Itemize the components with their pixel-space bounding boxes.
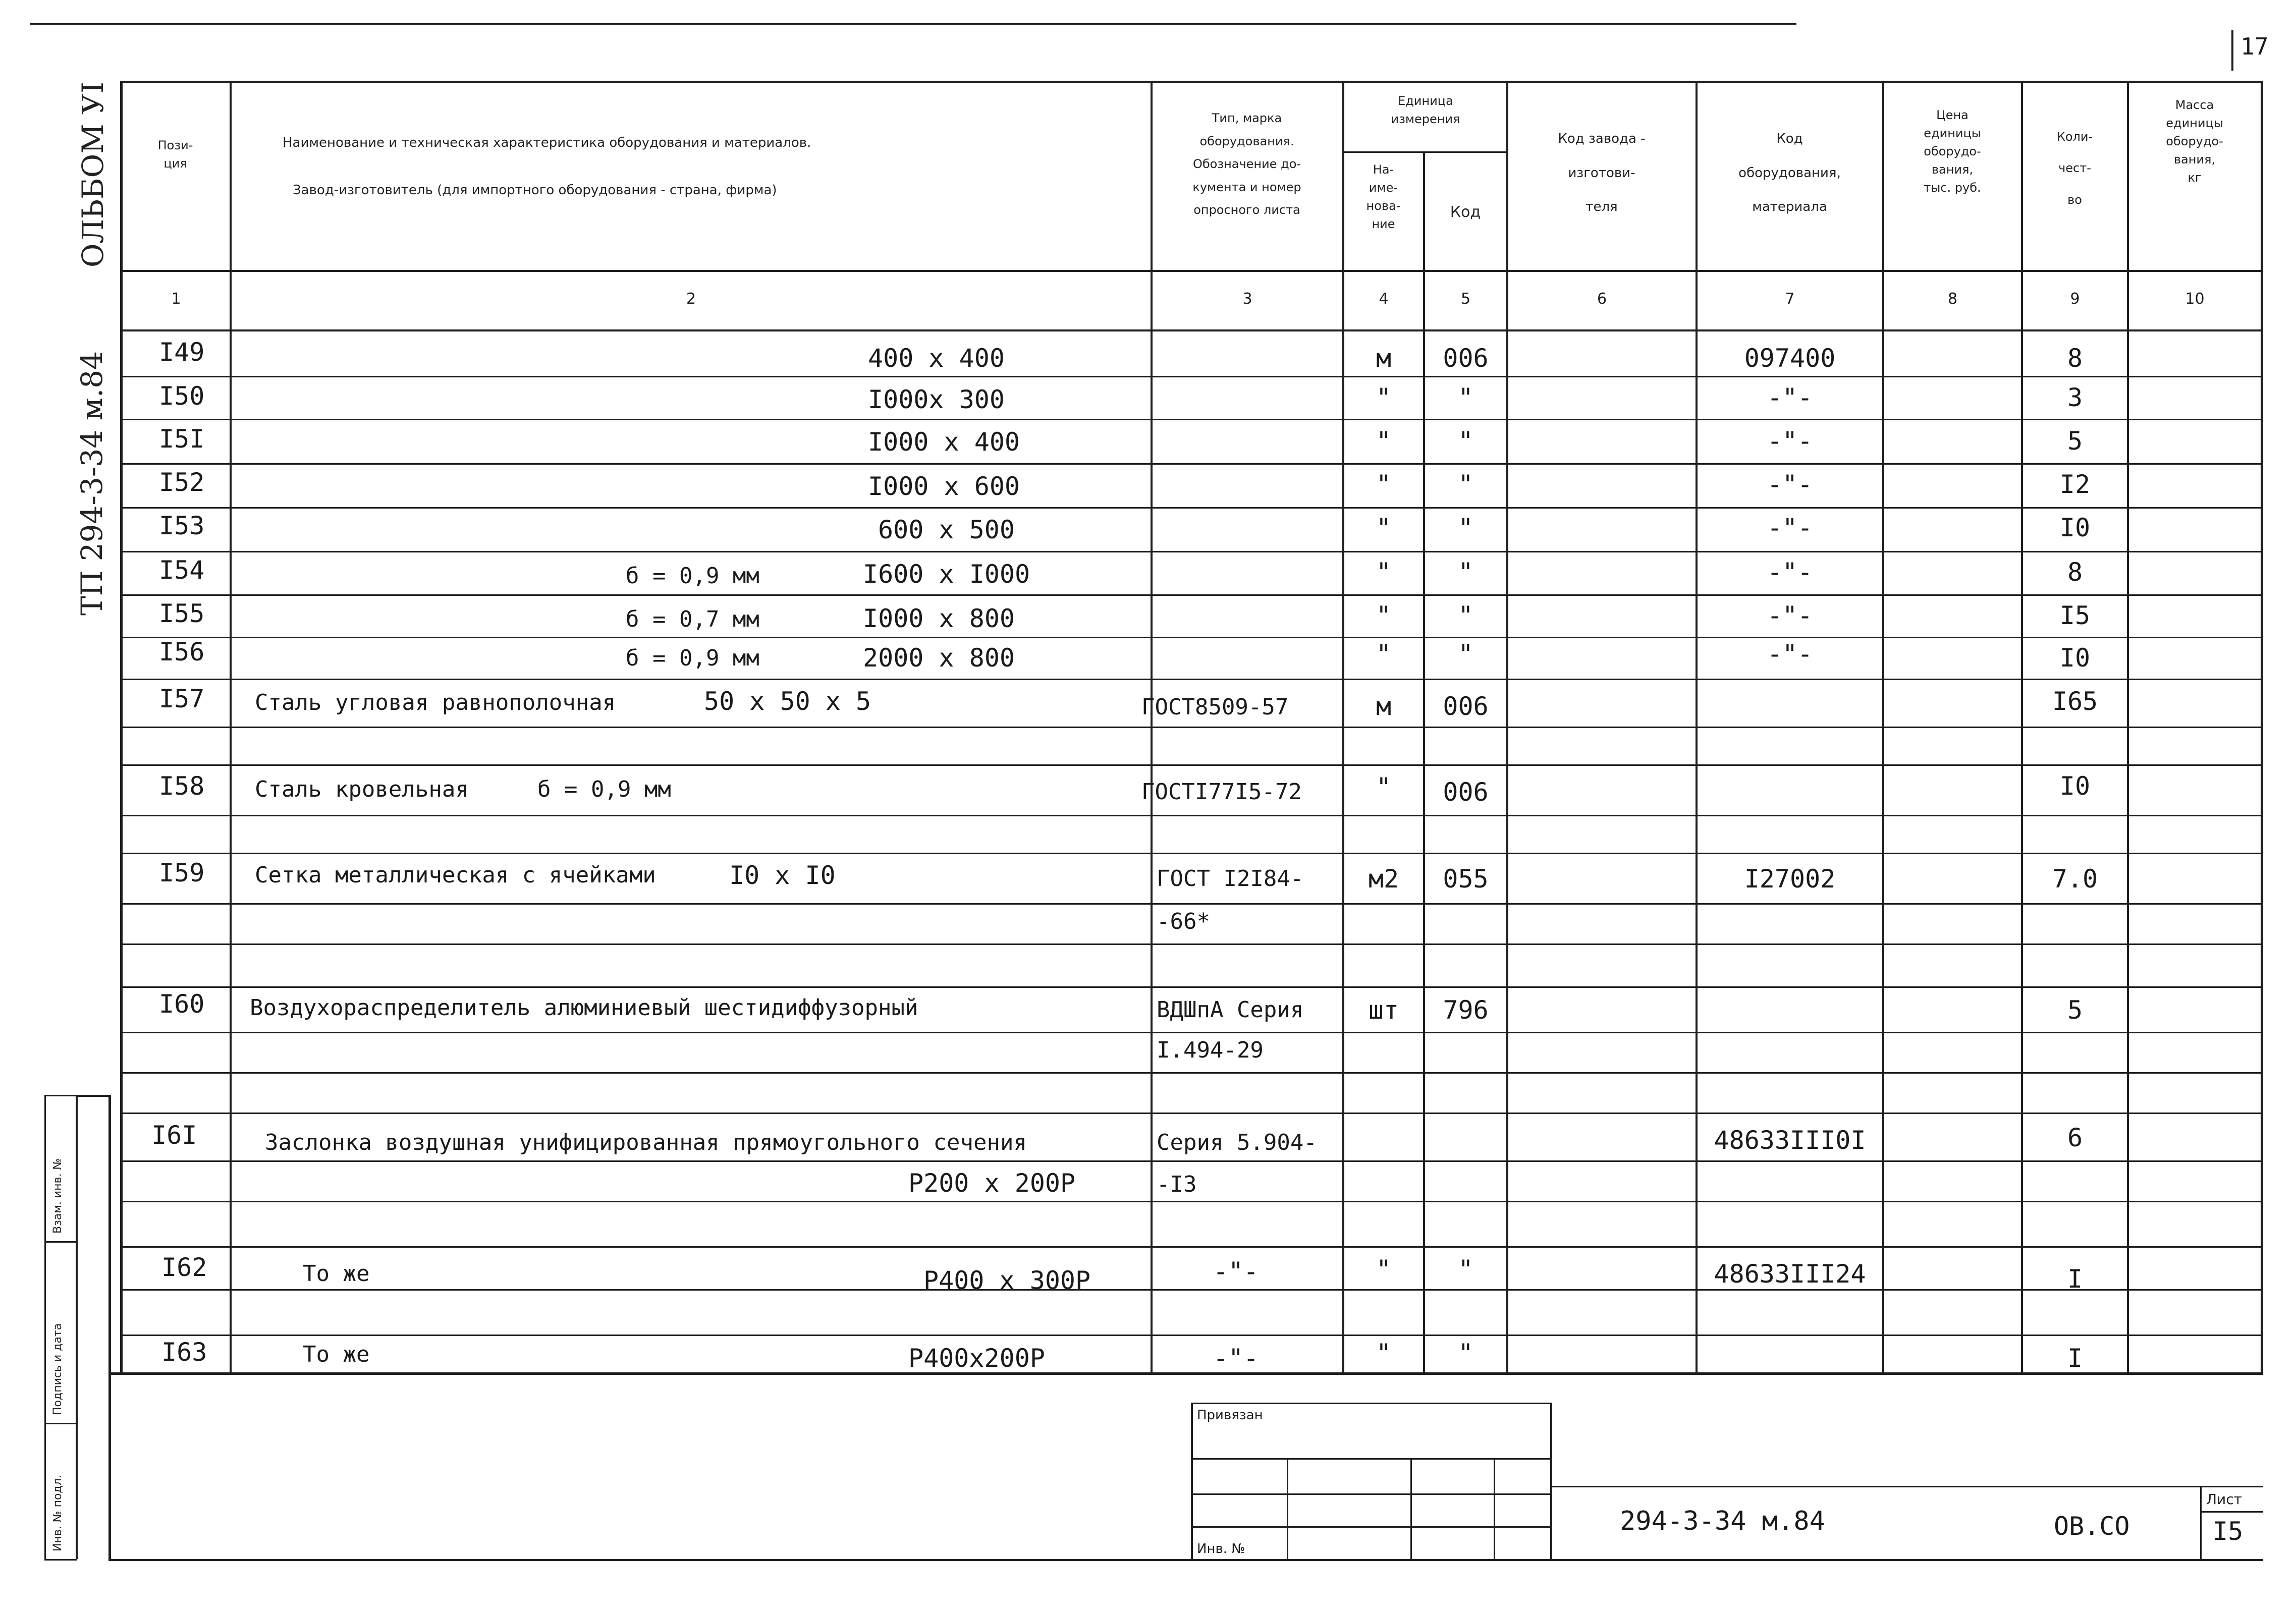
row-qty: I [2067,1344,2083,1373]
row-position: I6I [151,1121,197,1150]
row-equip-code: 48633III24 [1714,1259,1866,1289]
row-size: I000х 300 [868,385,1005,414]
project-label: ТП 294-3-34 м.84 [75,351,109,616]
row-qty: 6 [2067,1123,2083,1152]
row-unit: " [1376,470,1392,499]
row-thickness: б = 0,9 мм [626,563,759,589]
sheet-number: I5 [2213,1517,2244,1546]
row-qty: 3 [2067,383,2083,412]
row-position: I54 [159,555,205,585]
colnum-6: 6 [1597,290,1607,308]
row-code: " [1458,1255,1473,1284]
row-qty: I0 [2059,771,2091,801]
row-code: 006 [1443,344,1489,373]
row-dims: I0 х I0 [729,861,836,890]
row-unit: " [1376,426,1392,456]
row-code: " [1458,601,1473,630]
row-dims: Р400 х 300Р [923,1266,1091,1295]
row-code: " [1458,558,1473,587]
row-size: I000 х 400 [868,427,1020,457]
colnum-5: 5 [1460,290,1471,308]
row-equip-code: -"- [1767,470,1813,499]
colnum-9: 9 [2070,290,2080,308]
row-code: " [1458,426,1473,456]
row-position: I53 [159,511,205,540]
row-code: " [1458,1339,1473,1368]
row-dims: Р400х200Р [908,1344,1045,1373]
row-qty: 8 [2067,558,2083,587]
row-doc-line1: ВДШпА Серия [1157,997,1304,1023]
row-size: I000 х 600 [868,472,1020,501]
row-position: I49 [159,338,205,367]
row-name: Сталь угловая равнополочная [255,690,616,715]
row-name: То же [303,1261,370,1287]
row-code: " [1458,639,1473,669]
row-position: I5I [159,424,205,454]
row-code: 796 [1443,995,1489,1025]
row-code: " [1458,383,1473,412]
row-unit: " [1376,558,1392,587]
row-position: I57 [159,684,205,713]
row-thickness: б = 0,7 мм [626,606,759,632]
colnum-7: 7 [1785,290,1795,308]
row-unit: " [1376,1339,1392,1368]
row-qty: I5 [2059,601,2091,630]
stamp-privyazan: Привязан [1197,1408,1263,1423]
header-price: Цена единицы оборудо- вания, тыс. руб. [1924,108,1981,195]
album-label: ОЛЬБОМ УI [76,82,110,267]
row-qty: 8 [2067,344,2083,373]
row-position: I63 [161,1338,207,1367]
row-code: 006 [1443,692,1489,721]
row-doc-line2: I.494-29 [1157,1037,1264,1063]
stamp-vzam-inv: Взам. инв. № [51,1158,64,1234]
row-name: Сетка металлическая с ячейками [255,862,656,888]
row-doc-line1: ГОСТ I2I84- [1157,866,1304,892]
row-equip-code: -"- [1767,426,1813,456]
colnum-4: 4 [1379,290,1389,308]
row-thickness: б = 0,9 мм [626,645,759,671]
row-position: I60 [159,989,205,1019]
row-qty: I0 [2059,643,2091,673]
row-unit: " [1376,639,1392,669]
row-doc-line2: -I3 [1157,1172,1197,1197]
row-equip-code: I27002 [1744,864,1836,894]
row-qty: I2 [2059,470,2091,499]
row-position: I58 [159,771,205,801]
row-qty: I [2067,1264,2083,1294]
header-quantity: Коли- чест- во [2056,130,2093,207]
page-number: 17 [2240,33,2269,60]
colnum-2: 2 [686,290,696,308]
header-factory-code: Код завода - изготови- теля [1558,131,1646,215]
row-size: 400 х 400 [868,344,1005,373]
row-equip-code: -"- [1767,383,1813,412]
colnum-10: 10 [2185,290,2205,308]
row-dims: 50 х 50 х 5 [704,687,871,716]
row-unit: м2 [1368,864,1399,894]
sheet-label: Лист [2206,1491,2242,1508]
row-equip-code: 48633III0I [1714,1126,1866,1155]
header-equipment-code: Код оборудования, материала [1738,131,1841,215]
document-number: 294-3-34 м.84 [1620,1506,1825,1536]
row-position: I55 [159,599,205,628]
row-position: I62 [161,1253,207,1282]
row-code: " [1458,513,1473,542]
row-unit: м [1376,344,1392,373]
row-qty: I65 [2052,687,2098,716]
row-size: 2000 х 800 [863,643,1015,673]
row-doc: ГОСТI77I5-72 [1141,779,1302,805]
row-dims: Р200 х 200Р [908,1169,1076,1198]
row-equip-code: -"- [1767,639,1813,669]
row-doc-line1: Серия 5.904- [1157,1130,1317,1155]
row-name: Заслонка воздушная унифицированная прямоугольного сечения [265,1130,1027,1155]
row-unit: " [1376,601,1392,630]
row-code: 006 [1443,777,1489,807]
row-size: I600 х I000 [863,560,1030,589]
row-name: То же [303,1342,370,1367]
row-unit: м [1376,692,1392,721]
row-equip-code: -"- [1767,601,1813,630]
row-qty: 7.0 [2052,864,2098,894]
row-equip-code: -"- [1767,558,1813,587]
header-position: Пози- ция [157,138,193,171]
row-unit: " [1376,513,1392,542]
header-unit: Единица измерения [1391,94,1460,126]
row-position: I52 [159,468,205,497]
colnum-8: 8 [1947,290,1958,308]
row-code: " [1458,470,1473,499]
row-position: I56 [159,637,205,666]
row-unit: шт [1368,995,1399,1025]
header-unit-code: Код [1450,203,1481,221]
header-unit-name: На- име- нова- ние [1366,162,1401,231]
row-doc: -"- [1213,1344,1259,1373]
header-type-doc: Тип, марка оборудования. Обозначение до- кумента и номер опросного листа [1192,111,1301,217]
row-code: 055 [1443,864,1489,894]
row-qty: 5 [2067,426,2083,456]
row-unit: " [1376,1255,1392,1284]
row-qty: I0 [2059,513,2091,542]
colnum-1: 1 [171,290,181,308]
colnum-3: 3 [1242,290,1252,308]
row-position: I59 [159,858,205,887]
document-set-code: ОВ.СО [2054,1512,2130,1541]
row-equip-code: -"- [1767,513,1813,542]
header-mass: Масса единицы оборудо- вания, кг [2166,98,2223,185]
row-doc: -"- [1213,1257,1259,1286]
row-unit: " [1376,772,1392,802]
header-name-line2: Завод-изготовитель (для импортного оборудования - страна, фирма) [293,183,777,198]
row-name: Сталь кровельная [255,776,469,802]
stamp-inv-no: Инв. № [1197,1541,1245,1557]
row-equip-code: 097400 [1744,344,1836,373]
row-dims: б = 0,9 мм [537,776,671,802]
stamp-podpis-data: Подпись и дата [51,1323,64,1415]
row-size: I000 х 800 [863,604,1015,633]
row-qty: 5 [2067,995,2083,1025]
row-doc: ГОСТ8509-57 [1141,694,1289,720]
row-unit: " [1376,383,1392,412]
row-size: 600 х 500 [878,515,1015,544]
header-name-line1: Наименование и техническая характеристика оборудования и материалов. [283,135,811,150]
row-name: Воздухораспределитель алюминиевый шестидиффузорный [250,995,918,1021]
row-position: I50 [159,381,205,411]
row-doc-line2: -66* [1157,909,1210,934]
stamp-inv-podl: Инв. № подл. [51,1475,64,1551]
